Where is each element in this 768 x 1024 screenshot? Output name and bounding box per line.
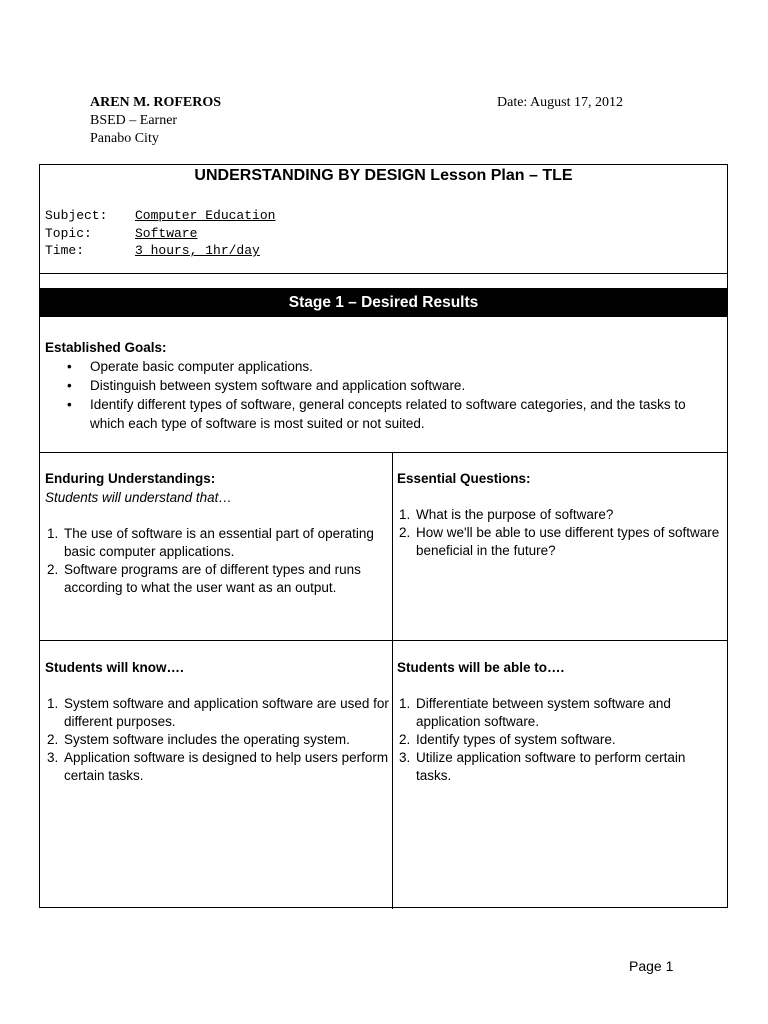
- essential-list: [397, 506, 722, 560]
- meta-topic: [45, 225, 275, 243]
- list-item: • Identify different types of software, general concepts related to software categories, and the tasks to which each type of software is most suited or not suited.: [67, 397, 686, 431]
- list-item: 2. How we'll be able to use different types of software beneficial in the future?: [399, 525, 720, 558]
- meta-time: [45, 242, 275, 260]
- established-goals: [45, 338, 719, 433]
- meta-label: Subject:: [45, 208, 108, 223]
- students-will-know: [45, 659, 390, 785]
- column-divider: [392, 452, 393, 909]
- list-item: 3. Application software is designed to help users perform certain tasks.: [47, 750, 389, 783]
- essential-heading: Essential Questions:: [397, 471, 531, 486]
- list-item: 1. Differentiate between system software and application software.: [399, 696, 671, 729]
- know-list: [45, 695, 390, 785]
- author-program: BSED – Earner: [90, 113, 178, 128]
- able-list: [397, 695, 722, 785]
- list-item: 1. System software and application software are used for different purposes.: [47, 696, 389, 729]
- page-number: Page 1: [629, 958, 674, 974]
- lesson-plan-table: [39, 164, 728, 908]
- plan-title: UNDERSTANDING BY DESIGN Lesson Plan – TLE: [194, 167, 573, 184]
- plan-meta: [45, 207, 275, 260]
- meta-label: Topic:: [45, 225, 92, 241]
- list-item: • Distinguish between system software and application software.: [67, 378, 466, 393]
- list-item: • Operate basic computer applications.: [67, 359, 313, 374]
- meta-value: Computer Education: [135, 208, 276, 223]
- enduring-subheading: Students will understand that…: [45, 490, 232, 505]
- stage1-header: Stage 1 – Desired Results: [40, 288, 727, 317]
- meta-value: Software: [135, 225, 198, 241]
- essential-questions: [397, 470, 722, 560]
- know-heading: Students will know….: [45, 660, 184, 675]
- list-item: 2. Software programs are of different types and runs according to what the user want as an output.: [47, 562, 361, 595]
- divider: [40, 452, 727, 453]
- enduring-understandings: [45, 470, 385, 597]
- divider: [40, 640, 727, 641]
- author-city: Panabo City: [90, 131, 159, 146]
- meta-label: Time:: [45, 243, 85, 258]
- goals-list: [45, 357, 719, 433]
- divider: [40, 273, 727, 274]
- goals-heading: Established Goals:: [45, 340, 167, 355]
- list-item: 2. System software includes the operating system.: [47, 732, 350, 747]
- able-heading: Students will be able to….: [397, 660, 565, 675]
- bullet-icon: •: [67, 397, 72, 412]
- students-will-be-able-to: [397, 659, 722, 785]
- bullet-icon: •: [67, 359, 72, 374]
- enduring-heading: Enduring Understandings:: [45, 471, 216, 486]
- author-block: [90, 94, 221, 148]
- list-item: 1. The use of software is an essential part of operating basic computer applications.: [47, 526, 374, 559]
- meta-subject: [45, 207, 275, 225]
- list-item: 1. What is the purpose of software?: [399, 507, 614, 522]
- date-label: Date: August 17, 2012: [497, 95, 623, 110]
- meta-value: 3 hours, 1hr/day: [135, 243, 260, 258]
- list-item: 3. Utilize application software to perform certain tasks.: [399, 750, 686, 783]
- list-item: 2. Identify types of system software.: [399, 732, 616, 747]
- enduring-list: [45, 525, 385, 597]
- author-name: AREN M. ROFEROS: [90, 95, 222, 110]
- bullet-icon: •: [67, 378, 72, 393]
